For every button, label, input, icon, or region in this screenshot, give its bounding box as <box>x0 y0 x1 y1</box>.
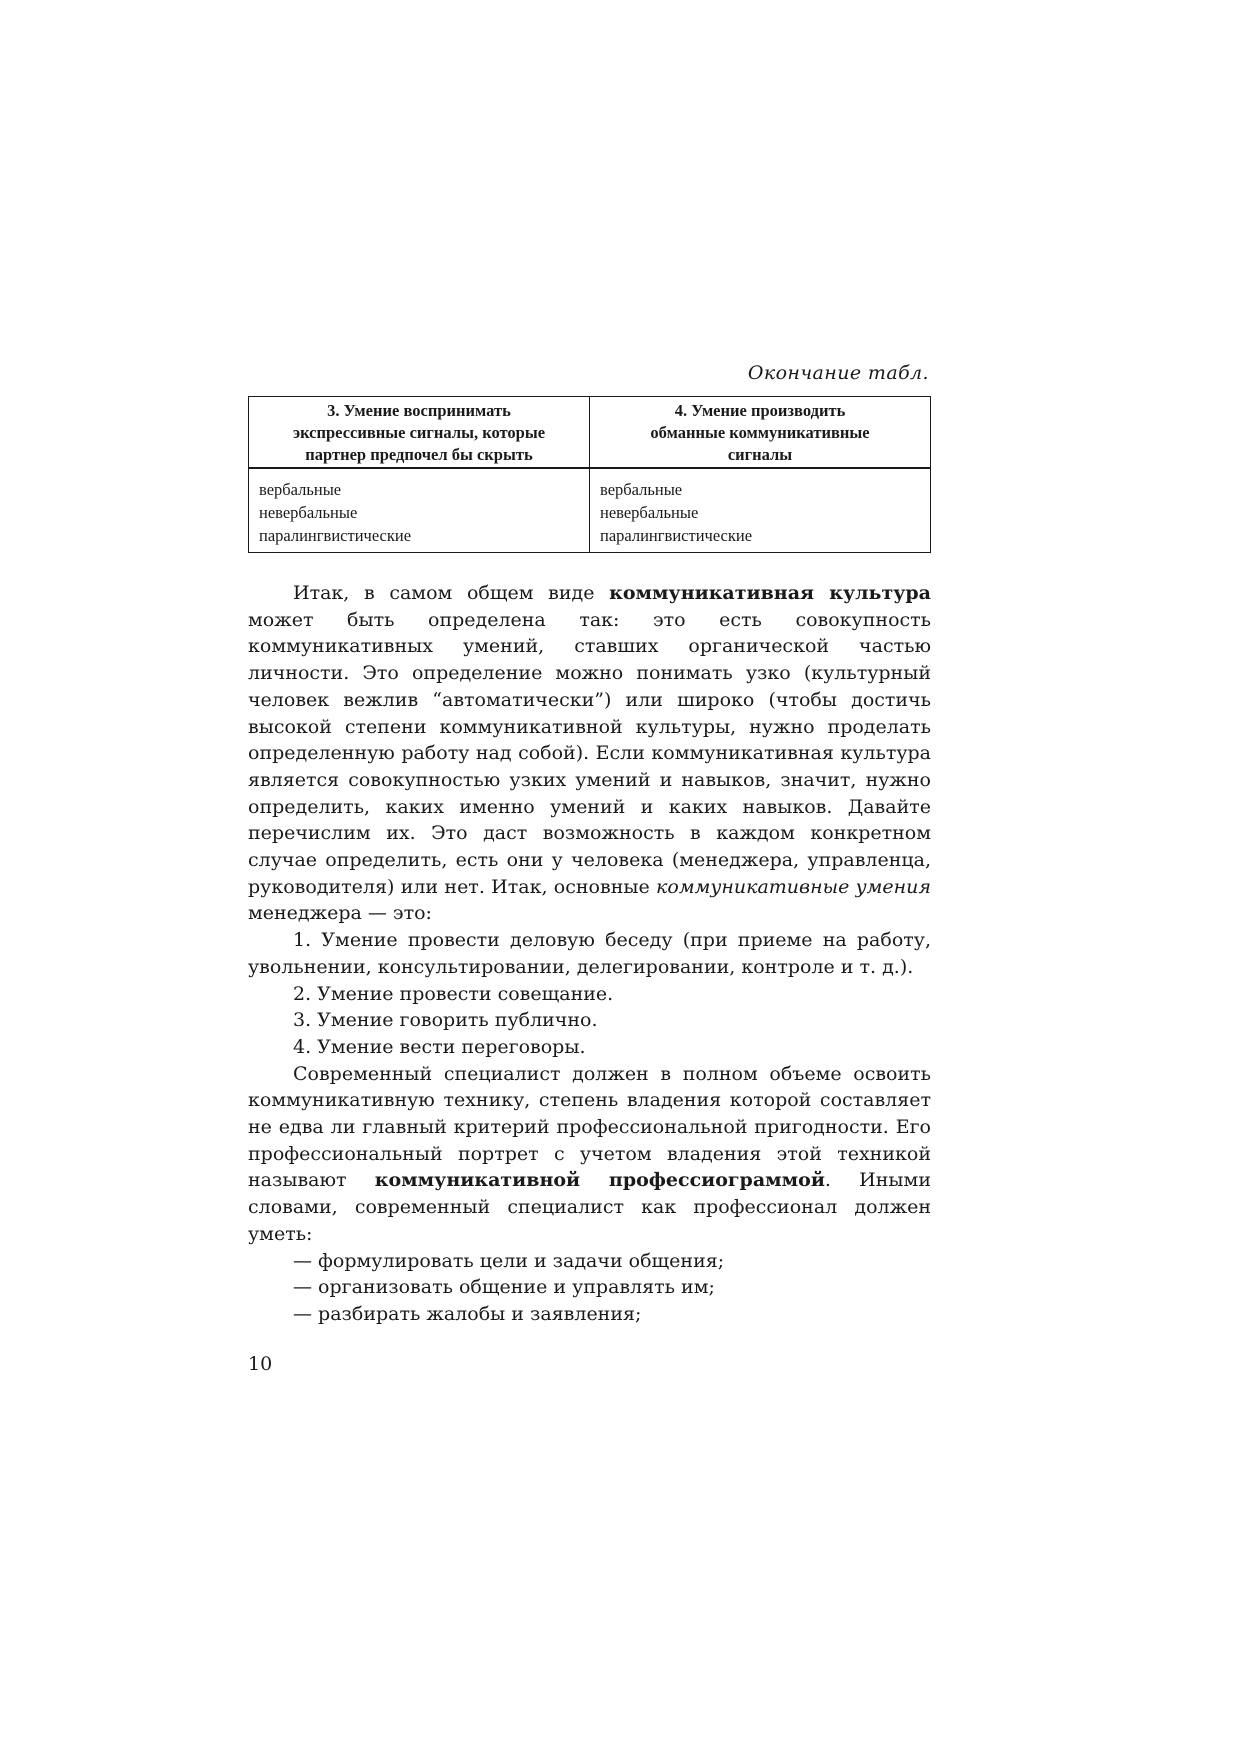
list-item: — разбирать жалобы и заявления; <box>293 1302 642 1325</box>
list-item: 2. Умение провести совещание. <box>293 982 614 1005</box>
header-line: партнер предпочел бы скрыть <box>305 445 533 464</box>
list-item: 4. Умение вести переговоры. <box>293 1035 586 1058</box>
header-line: обманные коммуникативные <box>650 423 870 442</box>
cell-line: паралингвистические <box>600 526 753 545</box>
text-span: может быть определена так: это есть совокупность коммуникативных умений, ставших органической частью личности. Это определение можно понимать узко (культурный человек вежлив “автоматически”) или широко (чтобы достичь высокой степени коммуникативной культуры, нужно проделать определенную работу над собой). Если коммуникативная культура является совокупностью узких умений и навыков, значит, нужно определить, каких именно умений и каких навыков. Давайте перечислим их. Это даст возможность в каждом конкретном случае определить, есть они у человека (менеджера, управленца, руководителя) или нет. Итак, основные <box>248 608 931 898</box>
list-item: — формулировать цели и задачи общения; <box>293 1249 725 1272</box>
bold-term: коммуникативная культура <box>609 582 931 604</box>
list-item: — организовать общение и управлять им; <box>293 1276 715 1299</box>
table-row <box>249 468 931 553</box>
cell-line: паралингвистические <box>259 526 412 545</box>
table-header-col-3 <box>249 397 590 469</box>
table-cell-col-3 <box>249 468 590 553</box>
cell-line: невербальные <box>259 503 358 522</box>
text-span: . Иными словами, современный специалист как профессионал должен уметь: <box>248 1169 931 1245</box>
table-header-col-4 <box>590 397 931 469</box>
paragraph-professiogram <box>248 1061 931 1248</box>
header-line: сигналы <box>727 445 793 464</box>
page-number: 10 <box>248 1353 273 1375</box>
cell-line: вербальные <box>259 480 342 499</box>
header-line: 4. Умение производить <box>674 401 846 420</box>
header-line: 3. Умение воспринимать <box>327 401 511 420</box>
text-span: Итак, в самом общем виде <box>293 582 610 604</box>
table-cell-col-4 <box>590 468 931 553</box>
table-header-row <box>249 397 931 469</box>
skills-table <box>248 396 931 553</box>
body-text <box>248 580 931 1328</box>
table-continuation-caption: Окончание табл. <box>747 362 929 384</box>
italic-term: коммуникативные умения <box>656 875 931 898</box>
bold-term: коммуникативной профессиограммой <box>374 1169 825 1192</box>
text-span: менеджера — это: <box>248 902 432 925</box>
paragraph-communicative-culture <box>248 580 931 927</box>
list-item: 1. Умение провести деловую беседу (при приеме на работу, увольнении, консультировании, делегировании, контроле и т. д.). <box>248 929 931 978</box>
cell-line: вербальные <box>600 480 683 499</box>
text-span: Современный специалист должен в полном объеме освоить коммуникативную технику, степень владения которой составляет не едва ли главный критерий профессиональной пригодности. Его профессиональный портрет с учетом владения этой техникой называют <box>248 1062 931 1192</box>
cell-line: невербальные <box>600 503 699 522</box>
list-item: 3. Умение говорить публично. <box>293 1009 598 1032</box>
header-line: экспрессивные сигналы, которые <box>292 423 546 442</box>
